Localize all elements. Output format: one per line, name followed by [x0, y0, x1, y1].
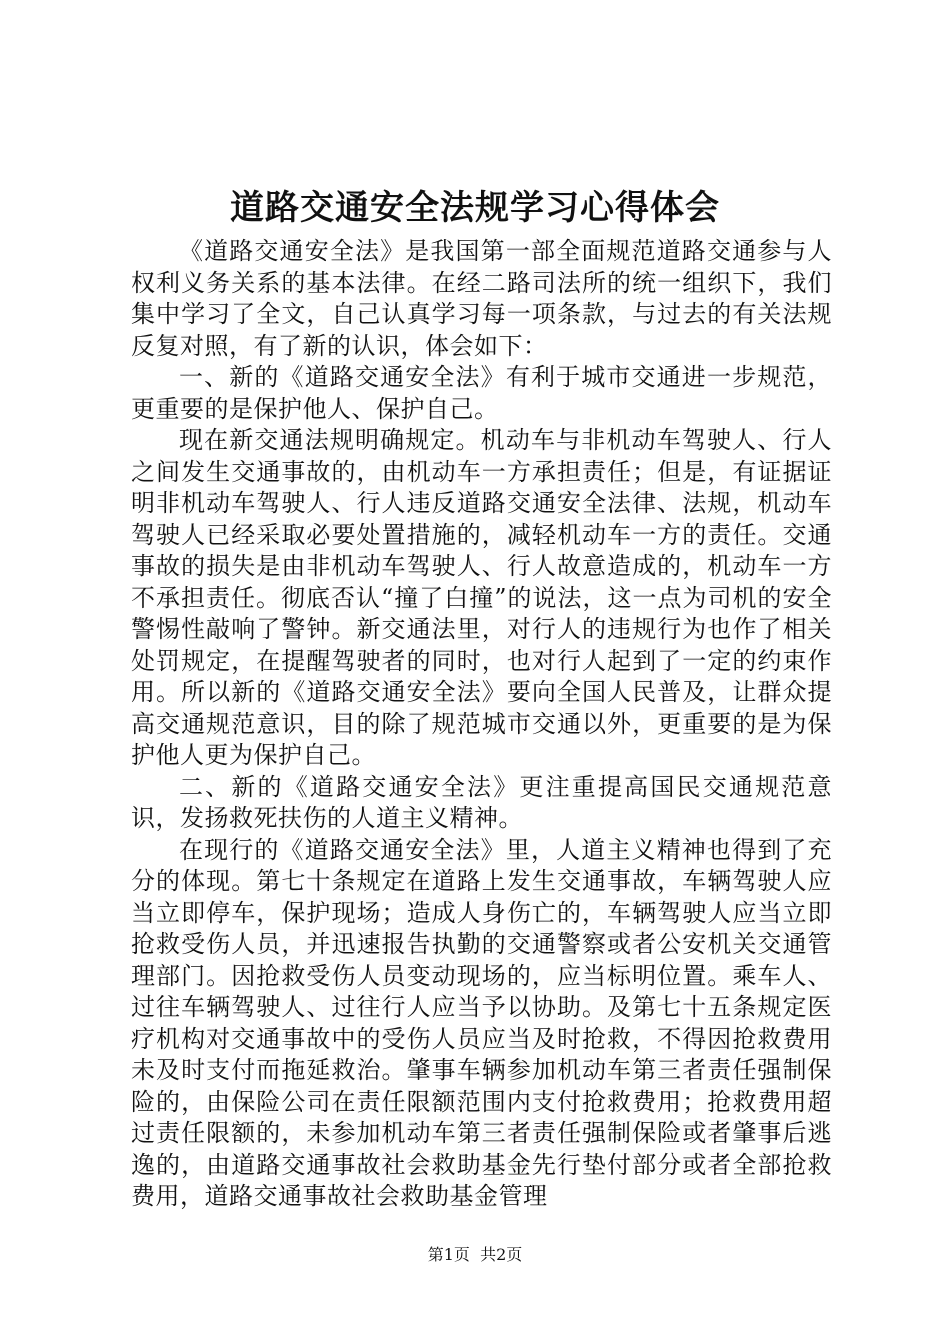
- page-number: 第1页: [427, 1245, 470, 1264]
- paragraph-intro: 《道路交通安全法》是我国第一部全面规范道路交通参与人权利义务关系的基本法律。在经二路司法所的统一组织下，我们集中学习了全文，自己认真学习每一项条款，与过去的有关法规反复对照，有了新的认识，体会如下：: [131, 237, 832, 360]
- document-title: 道路交通安全法规学习心得体会: [230, 188, 720, 228]
- paragraph-section-1-body: 现在新交通法规明确规定。机动车与非机动车驾驶人、行人之间发生交通事故的，由机动车一方承担责任；但是，有证据证明非机动车驾驶人、行人违反道路交通安全法律、法规，机动车驾驶人已经采取必要处置措施的，减轻机动车一方的责任。交通事故的损失是由非机动车驾驶人、行人故意造成的，机动车一方不承担责任。彻底否认“撞了白撞”的说法，这一点为司机的安全警惕性敲响了警钟。新交通法里，对行人的违规行为也作了相关处罚规定，在提醒驾驶者的同时，也对行人起到了一定的约束作用。所以新的《道路交通安全法》要向全国人民普及，让群众提高交通规范意识，目的除了规范城市交通以外，更重要的是为保护他人更为保护自己。: [131, 426, 832, 769]
- paragraph-section-2-heading: 二、新的《道路交通安全法》更注重提高国民交通规范意识，发扬救死扶伤的人道主义精神。: [131, 772, 832, 832]
- paragraph-section-1-heading: 一、新的《道路交通安全法》有利于城市交通进一步规范，更重要的是保护他人、保护自己。: [131, 363, 832, 423]
- page-footer: [0, 1244, 950, 1266]
- document-body: [131, 236, 832, 1213]
- page-total: 共2页: [480, 1245, 523, 1264]
- paragraph-section-2-body: 在现行的《道路交通安全法》里，人道主义精神也得到了充分的体现。第七十条规定在道路上发生交通事故，车辆驾驶人应当立即停车，保护现场；造成人身伤亡的，车辆驾驶人应当立即抢救受伤人员，并迅速报告执勤的交通警察或者公安机关交通管理部门。因抢救受伤人员变动现场的，应当标明位置。乘车人、过往车辆驾驶人、过往行人应当予以协助。及第七十五条规定医疗机构对交通事故中的受伤人员应当及时抢救，不得因抢救费用未及时支付而拖延救治。肇事车辆参加机动车第三者责任强制保险的，由保险公司在责任限额范围内支付抢救费用；抢救费用超过责任限额的，未参加机动车第三者责任强制保险或者肇事后逃逸的，由道路交通事故社会救助基金先行垫付部分或者全部抢救费用，道路交通事故社会救助基金管理: [131, 835, 832, 1210]
